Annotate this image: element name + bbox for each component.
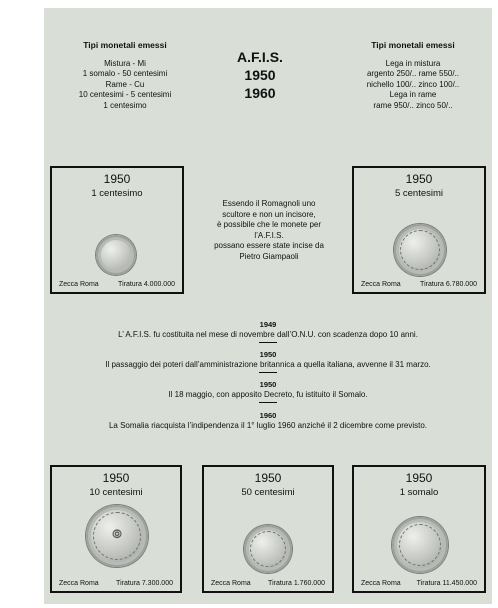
coin-image (96, 235, 136, 275)
coin-year: 1950 (405, 471, 433, 485)
coin-center-mark: ⦾ (112, 527, 122, 541)
coin-mintage: Tiratura 6.780.000 (420, 281, 477, 288)
coin-mint: Zecca Roma (59, 281, 99, 288)
left-line: 10 centesimi - 5 centesimi (78, 90, 172, 99)
coin-rim-ring (399, 524, 441, 566)
coin-year: 1950 (102, 471, 130, 485)
timeline-divider (259, 342, 277, 343)
coin-slot-5-centesimi (352, 166, 486, 294)
note-line: scultore e non un incisore, (222, 209, 316, 219)
left-line: Mistura - Mi (104, 58, 146, 68)
coin-denomination: 1 somalo (399, 487, 439, 498)
right-types-block (348, 40, 478, 111)
timeline-entry (44, 320, 492, 344)
right-line: Lega in rame (389, 90, 437, 99)
coin-denomination: 1 centesimo (91, 188, 143, 199)
note-line: Pietro Giampaoli (239, 251, 299, 261)
coin-rim-ring (250, 531, 286, 567)
right-heading: Tipi monetali emessi (371, 40, 455, 50)
note-line: Essendo il Romagnoli uno (222, 199, 316, 208)
coin-year: 1950 (103, 172, 131, 186)
coin-slot-10-centesimi (50, 465, 182, 593)
coin-denomination: 5 centesimi (394, 188, 444, 199)
engraver-note (198, 199, 340, 262)
coin-denomination: 10 centesimi (89, 487, 143, 498)
coin-image (244, 525, 292, 573)
right-line: Lega in mistura (385, 58, 441, 68)
note-line: possano essere state incise da (214, 241, 324, 250)
coin-mint: Zecca Roma (211, 580, 251, 587)
title-line: 1950 (244, 67, 276, 83)
timeline-year: 1960 (259, 411, 277, 420)
title-line: A.F.I.S. (237, 49, 283, 65)
coin-mintage: Tiratura 7.300.000 (116, 580, 173, 587)
title-line: 1960 (244, 85, 276, 101)
timeline-text: L’ A.F.I.S. fu costituita nel mese di novembre dall’O.N.U. con scadenza dopo 10 anni. (118, 330, 418, 339)
coin-image (392, 517, 448, 573)
coin-image (86, 505, 148, 567)
coin-denomination: 50 centesimi (241, 487, 295, 498)
timeline-entry (44, 350, 492, 374)
timeline-text: Il 18 maggio, con apposito Decreto, fu istituito il Somalo. (168, 390, 368, 399)
note-line: l’A.F.I.S. (254, 230, 284, 240)
timeline-text: La Somalia riacquista l’indipendenza il 1° luglio 1960 anziché il 2 dicembre come previsto. (108, 421, 428, 430)
timeline-divider (259, 372, 277, 373)
timeline-text: Il passaggio dei poteri dall’amministrazione britannica a quella italiana, avvenne il 31 marzo. (105, 360, 431, 369)
coin-rim-ring (400, 230, 440, 270)
right-line: argento 250/.. rame 550/.. (366, 69, 460, 78)
timeline-year: 1949 (259, 320, 277, 329)
coin-image (394, 224, 446, 276)
left-line: Rame - Cu (105, 79, 145, 89)
right-line: nichello 100/.. zinco 100/.. (366, 79, 460, 89)
timeline-year: 1950 (259, 380, 277, 389)
coin-year: 1950 (254, 471, 282, 485)
coin-slot-1-somalo (352, 465, 486, 593)
coin-year: 1950 (405, 172, 433, 186)
timeline-entry (44, 411, 492, 431)
coin-mintage: Tiratura 11.450.000 (416, 580, 477, 587)
coin-slot-1-centesimo (50, 166, 184, 294)
right-line: rame 950/.. zinco 50/.. (373, 100, 453, 110)
coin-mint: Zecca Roma (59, 580, 99, 587)
left-line: 1 somalo - 50 centesimi (82, 69, 168, 78)
timeline-divider (259, 402, 277, 403)
left-heading: Tipi monetali emessi (83, 40, 167, 50)
note-line: è possibile che le monete per (216, 220, 322, 229)
coin-mint: Zecca Roma (361, 580, 401, 587)
left-types-block (60, 40, 190, 111)
coin-mintage: Tiratura 4.000.000 (118, 281, 175, 288)
timeline-entry (44, 380, 492, 404)
left-line: 1 centesimo (103, 100, 147, 110)
coin-mint: Zecca Roma (361, 281, 401, 288)
coin-mintage: Tiratura 1.760.000 (268, 580, 325, 587)
page-title (210, 48, 310, 102)
timeline-year: 1950 (259, 350, 277, 359)
coin-slot-50-centesimi (202, 465, 334, 593)
